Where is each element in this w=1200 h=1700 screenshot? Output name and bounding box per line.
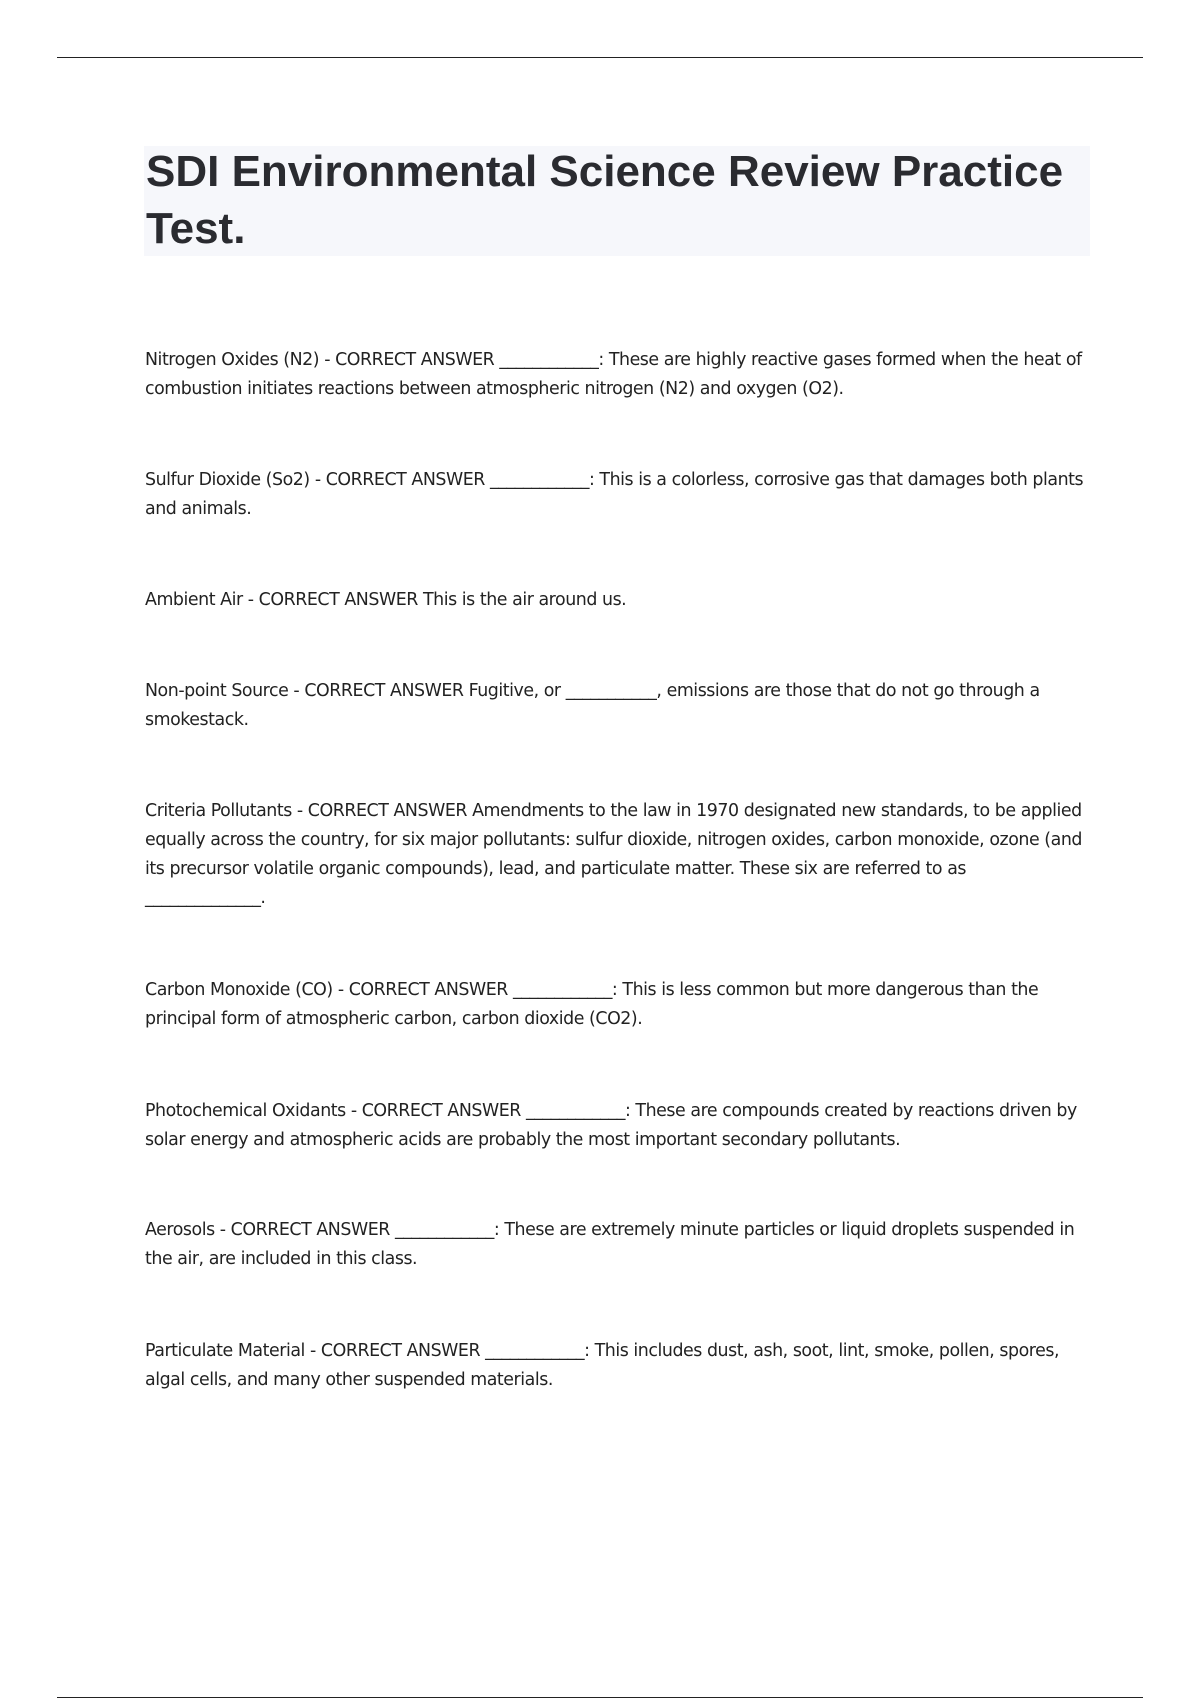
qa-entry-ambient-air: Ambient Air - CORRECT ANSWER This is the air around us. [145,590,627,610]
qa-entry-particulate-material: Particulate Material - CORRECT ANSWER ____________: This includes dust, ash, soot, lint, smoke, pollen, spores, algal cells, and many other suspended materials. [145,1341,1060,1390]
qa-entry-non-point-source: Non-point Source - CORRECT ANSWER Fugitive, or ___________, emissions are those that do not go through a smokestack. [145,681,1040,730]
qa-entry-sulfur-dioxide: Sulfur Dioxide (So2) - CORRECT ANSWER ____________: This is a colorless, corrosive gas that damages both plants and animals. [145,470,1084,519]
qa-entry-criteria-pollutants: Criteria Pollutants - CORRECT ANSWER Amendments to the law in 1970 designated new standards, to be applied equally across the country, for six major pollutants: sulfur dioxide, nitrogen oxides, carbon monoxide, ozone (and its precursor volatile organic compounds), lead, and particulate matter. These six are referred to as ______________. [145,801,1082,908]
qa-entry-photochemical-oxidants: Photochemical Oxidants - CORRECT ANSWER ____________: These are compounds created by reactions driven by solar energy and atmospheric acids are probably the most important secondary pollutants. [145,1101,1077,1150]
qa-entry-aerosols: Aerosols - CORRECT ANSWER ____________: These are extremely minute particles or liquid droplets suspended in the air, are included in this class. [145,1220,1075,1269]
qa-entry-carbon-monoxide: Carbon Monoxide (CO) - CORRECT ANSWER ____________: This is less common but more dangerous than the principal form of atmospheric carbon, carbon dioxide (CO2). [145,980,1039,1029]
bottom-rule [57,1697,1143,1698]
top-rule [57,57,1143,58]
document-title: SDI Environmental Science Review Practice Test. [146,147,1064,253]
qa-entry-nitrogen-oxides: Nitrogen Oxides (N2) - CORRECT ANSWER ____________: These are highly reactive gases formed when the heat of combustion initiates reactions between atmospheric nitrogen (N2) and oxygen (O2). [145,350,1082,399]
